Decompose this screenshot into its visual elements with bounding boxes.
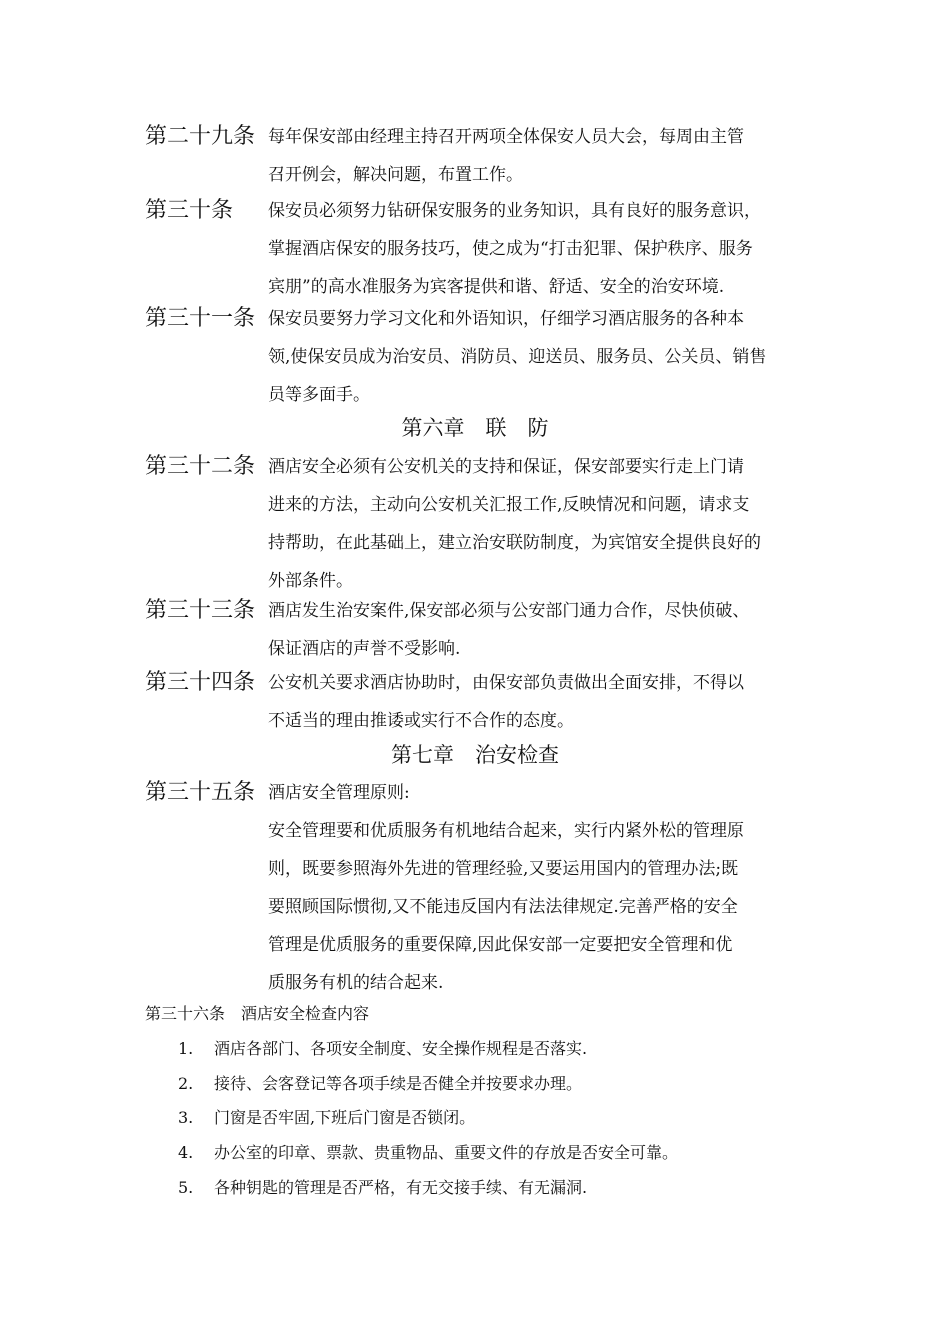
article-body bbox=[268, 592, 823, 668]
chapter-heading: 第七章 治安检查 bbox=[391, 743, 559, 767]
article-body bbox=[268, 448, 823, 600]
article-body bbox=[268, 118, 823, 194]
chapter-heading: 第六章 联 防 bbox=[401, 416, 549, 440]
list-item-text: 接待、会客登记等各项手续是否健全并按要求办理。 bbox=[214, 1074, 583, 1093]
article-body bbox=[268, 300, 823, 414]
list-item-number: 5. bbox=[178, 1178, 194, 1197]
article-line: 安全管理要和优质服务有机地结合起来，实行内紧外松的管理原 bbox=[268, 821, 744, 841]
list-item-number: 4. bbox=[178, 1143, 194, 1162]
article-line: 每年保安部由经理主持召开两项全体保安人员大会，每周由主管 bbox=[268, 127, 744, 147]
article-line: 掌握酒店保安的服务技巧，使之成为“打击犯罪、保护秩序、服务 bbox=[268, 239, 753, 259]
list-item bbox=[178, 1071, 582, 1094]
article-label: 第三十一条 bbox=[145, 306, 256, 331]
article-line: 持帮助，在此基础上，建立治安联防制度，为宾馆安全提供良好的 bbox=[268, 533, 761, 553]
article-line: 公安机关要求酒店协助时，由保安部负责做出全面安排，不得以 bbox=[268, 673, 744, 693]
list-item-text: 办公室的印章、票款、贵重物品、重要文件的存放是否安全可靠。 bbox=[214, 1143, 679, 1162]
list-item-number: 2. bbox=[178, 1074, 194, 1093]
article-line: 外部条件。 bbox=[268, 571, 353, 591]
article-label: 第三十二条 bbox=[145, 454, 256, 479]
list-item-text: 酒店各部门、各项安全制度、安全操作规程是否落实. bbox=[214, 1039, 588, 1058]
article-line: 宾朋”的高水准服务为宾客提供和谐、舒适、安全的治安环境. bbox=[268, 277, 725, 297]
article-line: 管理是优质服务的重要保障,因此保安部一定要把安全管理和优 bbox=[268, 935, 733, 955]
article-line: 不适当的理由推诿或实行不合作的态度。 bbox=[268, 711, 574, 731]
list-item bbox=[178, 1140, 678, 1163]
article-line: 员等多面手。 bbox=[268, 385, 370, 405]
list-item bbox=[178, 1105, 475, 1128]
article-line: 酒店发生治安案件,保安部必须与公安部门通力合作，尽快侦破、 bbox=[268, 601, 750, 621]
article-line: 保安员必须努力钻研保安服务的业务知识，具有良好的服务意识， bbox=[268, 201, 761, 221]
article-line: 领,使保安员成为治安员、消防员、迎送员、服务员、公关员、销售 bbox=[268, 347, 767, 367]
article-line: 质服务有机的结合起来. bbox=[268, 973, 444, 993]
article-line: 则，既要参照海外先进的管理经验,又要运用国内的管理办法;既 bbox=[268, 859, 739, 879]
article-label: 第三十四条 bbox=[145, 670, 256, 695]
article-body bbox=[268, 664, 823, 740]
article-line: 召开例会，解决问题，布置工作。 bbox=[268, 165, 523, 185]
article-body bbox=[268, 192, 823, 306]
article-line: 进来的方法，主动向公安机关汇报工作,反映情况和问题，请求支 bbox=[268, 495, 750, 515]
list-item-number: 3. bbox=[178, 1108, 194, 1127]
article-line: 酒店安全管理原则: bbox=[268, 783, 410, 803]
list-item-text: 门窗是否牢固,下班后门窗是否锁闭。 bbox=[214, 1108, 476, 1127]
article-line: 保证酒店的声誉不受影响. bbox=[268, 639, 461, 659]
article-label: 第三十五条 bbox=[145, 780, 256, 805]
list-item bbox=[178, 1036, 587, 1059]
article-line: 要照顾国际惯彻,又不能违反国内有法法律规定.完善严格的安全 bbox=[268, 897, 738, 917]
article-label: 第二十九条 bbox=[145, 124, 256, 149]
article-body bbox=[268, 774, 823, 1002]
list-item-text: 各种钥匙的管理是否严格，有无交接手续、有无漏洞. bbox=[214, 1178, 588, 1197]
article-label: 第三十三条 bbox=[145, 598, 256, 623]
list-item bbox=[178, 1175, 587, 1198]
article-line: 酒店安全必须有公安机关的支持和保证，保安部要实行走上门请 bbox=[268, 457, 744, 477]
article-36-heading: 第三十六条 酒店安全检查内容 bbox=[145, 1004, 370, 1023]
list-item-number: 1. bbox=[178, 1039, 194, 1058]
article-line: 保安员要努力学习文化和外语知识，仔细学习酒店服务的各种本 bbox=[268, 309, 744, 329]
article-label: 第三十条 bbox=[145, 198, 234, 223]
